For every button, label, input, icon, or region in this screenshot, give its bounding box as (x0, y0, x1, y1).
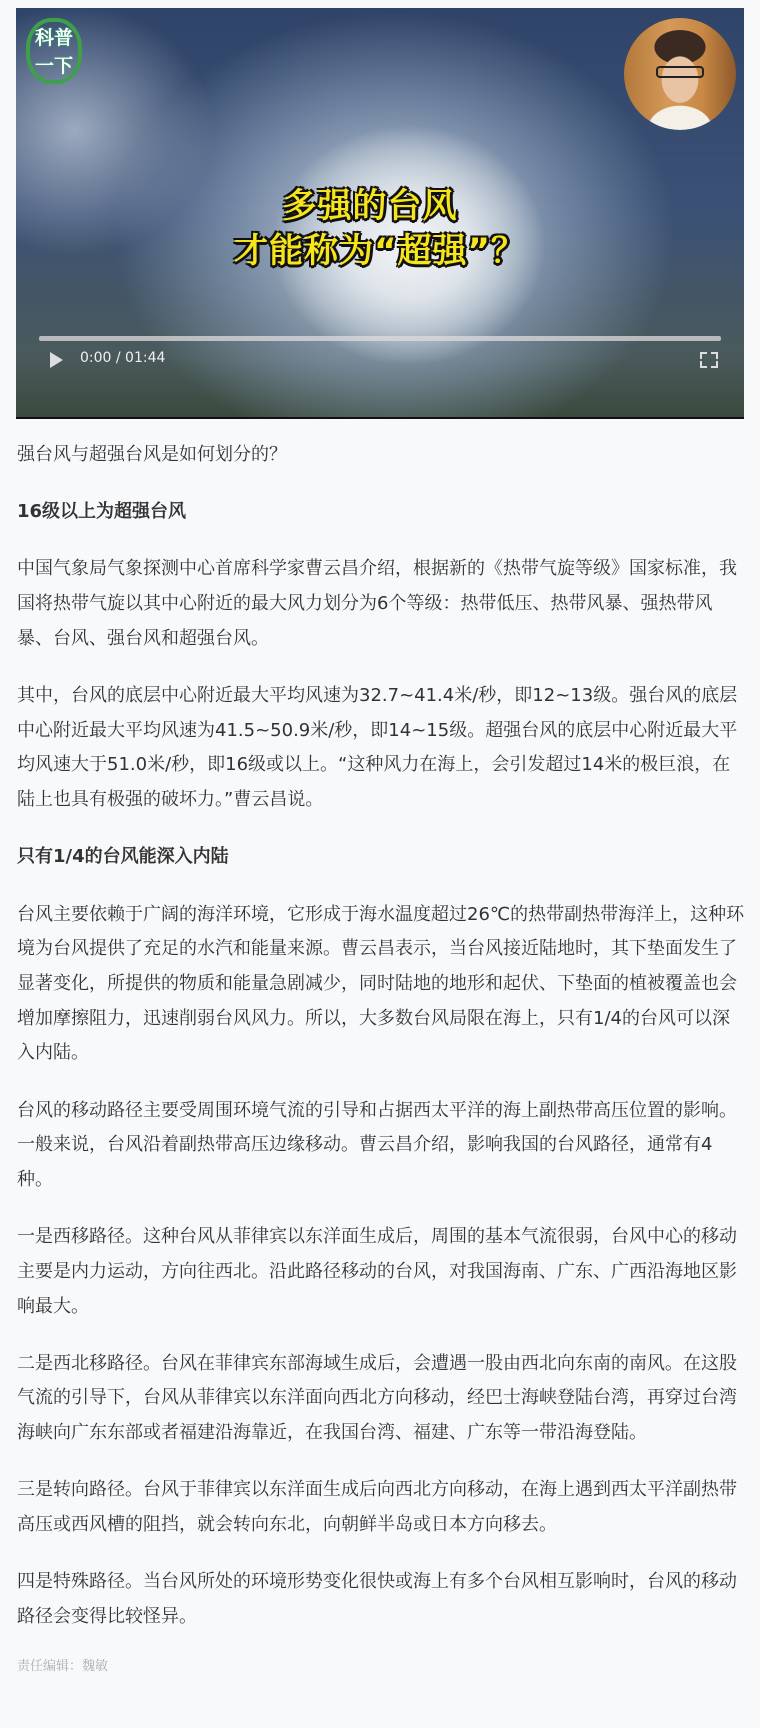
logo-text: 一下 (34, 55, 73, 77)
article-paragraph: 四是特殊路径。当台风所处的环境形势变化很快或海上有多个台风相互影响时，台风的移动路径会变得比较怪异。 (17, 1571, 737, 1627)
article-paragraph: 二是西北移路径。台风在菲律宾东部海域生成后，会遭遇一股由西北向东南的南风。在这股气流的引导下，台风从菲律宾以东洋面向西北方向移动，经巴士海峡登陆台湾，再穿过台湾海峡向广东东部或者福建沿海靠近，在我国台湾、福建、广东等一带沿海登陆。 (17, 1352, 737, 1444)
article-body (17, 438, 745, 1677)
article-paragraph: 强台风与超强台风是如何划分的？ (17, 444, 287, 465)
article-paragraph: 台风的移动路径主要受周围环境气流的引导和占据西太平洋的海上副热带高压位置的影响。一般来说，台风沿着副热带高压边缘移动。曹云昌介绍，影响我国的台风路径，通常有4种。 (17, 1099, 737, 1190)
article-paragraph: 一是西移路径。这种台风从菲律宾以东洋面生成后，周围的基本气流很弱，台风中心的移动主要是内力运动，方向往西北。沿此路径移动的台风，对我国海南、广东、广西沿海地区影响最大。 (17, 1226, 737, 1317)
kepu-logo (26, 18, 82, 84)
responsible-editor: 责任编辑：魏敏 (17, 1659, 109, 1675)
section-heading: 只有1/4的台风能深入内陆 (17, 846, 229, 868)
article-paragraph: 三是转向路径。台风于菲律宾以东洋面生成后向西北方向移动，在海上遇到西太平洋副热带高压或西风槽的阻挡，就会转向东北，向朝鲜半岛或日本方向移去。 (17, 1479, 737, 1536)
video-title-line2: 才能称为“超强”？ (234, 231, 526, 271)
logo-text: 科普 (34, 27, 73, 49)
video-title-line1: 多强的台风 (282, 186, 458, 226)
article-paragraph: 中国气象局气象探测中心首席科学家曹云昌介绍，根据新的《热带气旋等级》国家标准，我国将热带气旋以其中心附近的最大风力划分为6个等级：热带低压、热带风暴、强热带风暴、台风、强台风和超强台风。 (17, 558, 737, 649)
article-paragraph: 台风主要依赖于广阔的海洋环境，它形成于海水温度超过26℃的热带副热带海洋上，这种环境为台风提供了充足的水汽和能量来源。曹云昌表示，当台风接近陆地时，其下垫面发生了显著变化，所提供的物质和能量急剧减少，同时陆地的地形和起伏、下垫面的植被覆盖也会增加摩擦阻力，迅速削弱台风风力。所以，大多数台风局限在海上，只有1/4的台风可以深入内陆。 (17, 903, 745, 1064)
video-time: 0:00 / 01:44 (80, 350, 166, 366)
presenter-avatar (624, 18, 736, 130)
video-player[interactable] (16, 8, 744, 419)
glasses-shape (656, 66, 704, 78)
play-icon[interactable] (50, 352, 63, 368)
section-heading: 16级以上为超强台风 (17, 501, 187, 523)
video-progress-bar[interactable] (39, 336, 721, 341)
fullscreen-icon[interactable] (700, 352, 718, 368)
article-paragraph: 其中，台风的底层中心附近最大平均风速为32.7~41.4米/秒，即12~13级。强台风的底层中心附近最大平均风速为41.5~50.9米/秒，即14~15级。超强台风的底层中心附近最大平均风速大于51.0米/秒，即16级或以上。“这种风力在海上，会引发超过14米的极巨浪，在陆上也具有极强的破坏力。”曹云昌说。 (17, 685, 738, 811)
